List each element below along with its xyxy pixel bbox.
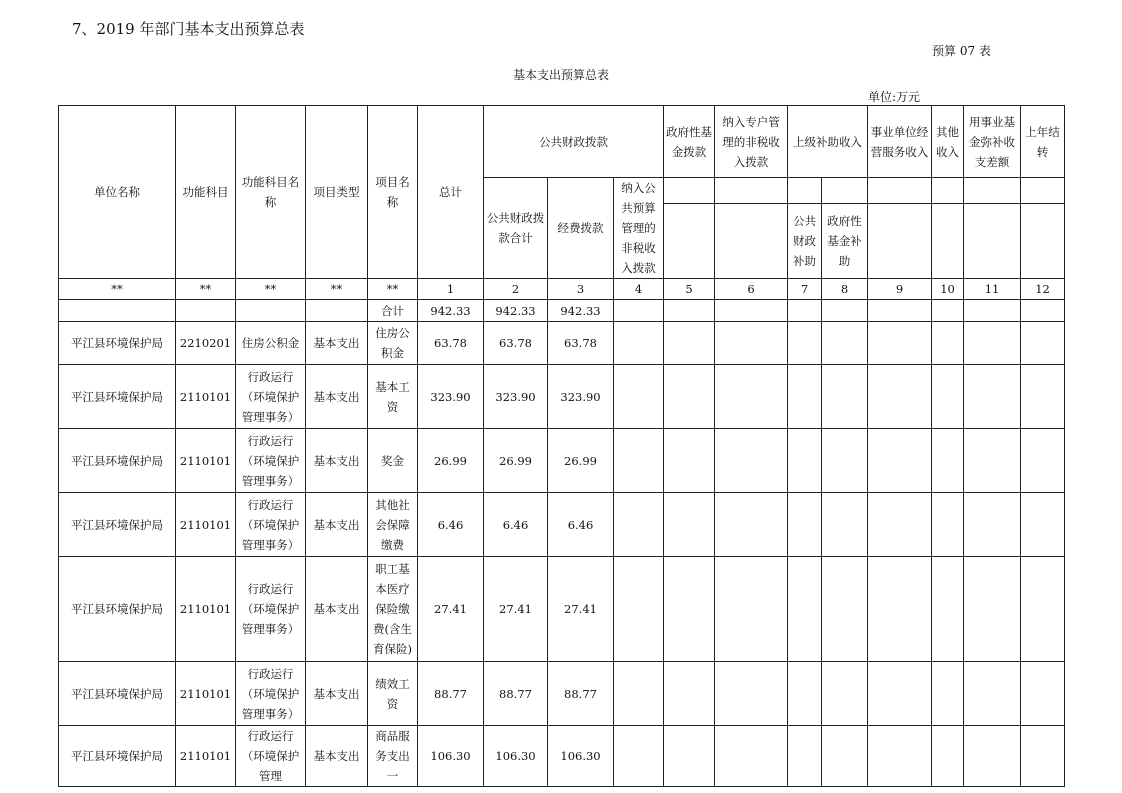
table-cell: 26.99	[548, 429, 614, 493]
table-cell	[932, 429, 964, 493]
header-surplus-makeup: 用事业基金弥补收支差额	[964, 106, 1021, 178]
table-cell	[664, 557, 715, 662]
table-cell: 绩效工资	[368, 662, 418, 726]
table-cell	[664, 365, 715, 429]
table-cell: 323.90	[418, 365, 484, 429]
table-cell	[788, 493, 822, 557]
table-cell: 行政运行（环境保护管理事务）	[236, 493, 306, 557]
table-cell: 商品服务支出一	[368, 726, 418, 787]
table-cell	[964, 322, 1021, 365]
header-empty	[664, 178, 715, 204]
table-cell	[1021, 300, 1065, 322]
table-cell: 行政运行（环境保护管理	[236, 726, 306, 787]
table-cell	[1021, 493, 1065, 557]
table-cell: 2110101	[176, 726, 236, 787]
table-cell: 基本支出	[306, 365, 368, 429]
table-cell	[932, 493, 964, 557]
table-cell: 27.41	[548, 557, 614, 662]
column-index: 9	[868, 279, 932, 300]
table-cell	[664, 300, 715, 322]
column-index: 5	[664, 279, 715, 300]
table-cell	[868, 557, 932, 662]
table-cell: 2110101	[176, 429, 236, 493]
table-cell	[822, 662, 868, 726]
table-cell: 基本支出	[306, 726, 368, 787]
table-cell: 6.46	[548, 493, 614, 557]
header-empty	[932, 178, 964, 204]
table-cell: 基本支出	[306, 557, 368, 662]
table-row	[59, 557, 1065, 662]
table-cell: 2110101	[176, 557, 236, 662]
table-cell	[822, 557, 868, 662]
table-cell	[788, 557, 822, 662]
header-empty	[715, 178, 788, 204]
table-cell	[59, 300, 176, 322]
table-cell	[788, 726, 822, 787]
table-header	[59, 106, 1065, 300]
table-cell	[868, 493, 932, 557]
table-cell	[1021, 429, 1065, 493]
header-empty	[664, 203, 715, 278]
table-cell: 63.78	[484, 322, 548, 365]
table-cell	[664, 322, 715, 365]
table-cell	[822, 300, 868, 322]
header-gov-fund: 政府性基金拨款	[664, 106, 715, 178]
header-empty	[932, 203, 964, 278]
column-index: 7	[788, 279, 822, 300]
column-index: 4	[614, 279, 664, 300]
table-body	[59, 300, 1065, 787]
column-index-row	[59, 279, 1065, 300]
table-cell: 106.30	[484, 726, 548, 787]
table-cell	[664, 662, 715, 726]
table-cell	[788, 365, 822, 429]
table-cell	[788, 429, 822, 493]
table-cell	[822, 493, 868, 557]
table-cell: 平江县环境保护局	[59, 429, 176, 493]
header-total: 总计	[418, 106, 484, 279]
table-cell	[964, 493, 1021, 557]
header-pf-total: 公共财政拨款合计	[484, 178, 548, 279]
header-empty	[788, 178, 822, 204]
table-cell	[868, 300, 932, 322]
table-cell: 基本支出	[306, 662, 368, 726]
table-cell: 平江县环境保护局	[59, 662, 176, 726]
column-index: 12	[1021, 279, 1065, 300]
table-cell	[664, 493, 715, 557]
table-cell: 88.77	[548, 662, 614, 726]
table-cell	[614, 365, 664, 429]
table-cell: 基本支出	[306, 322, 368, 365]
form-number: 预算 07 表	[932, 44, 991, 58]
table-cell: 行政运行（环境保护管理事务）	[236, 429, 306, 493]
column-index: 1	[418, 279, 484, 300]
table-cell	[964, 662, 1021, 726]
table-cell: 平江县环境保护局	[59, 322, 176, 365]
table-row	[59, 322, 1065, 365]
table-cell	[715, 300, 788, 322]
table-cell: 行政运行（环境保护管理事务）	[236, 662, 306, 726]
budget-table	[58, 105, 1065, 787]
table-cell: 职工基本医疗保险缴费(含生育保险)	[368, 557, 418, 662]
header-empty	[822, 178, 868, 204]
header-carryover: 上年结转	[1021, 106, 1065, 178]
table-cell	[715, 726, 788, 787]
table-cell: 88.77	[418, 662, 484, 726]
total-row	[59, 300, 1065, 322]
header-business-income: 事业单位经营服务收入	[868, 106, 932, 178]
column-index: 11	[964, 279, 1021, 300]
header-empty	[964, 178, 1021, 204]
header-unit-name: 单位名称	[59, 106, 176, 279]
header-pf-expense: 经费拨款	[548, 178, 614, 279]
table-cell: 合计	[368, 300, 418, 322]
table-cell: 6.46	[484, 493, 548, 557]
table-cell	[715, 365, 788, 429]
table-row	[59, 365, 1065, 429]
table-cell: 平江县环境保护局	[59, 493, 176, 557]
table-cell: 其他社会保障缴费	[368, 493, 418, 557]
column-index: 10	[932, 279, 964, 300]
table-cell	[868, 322, 932, 365]
column-index: 2	[484, 279, 548, 300]
table-cell	[614, 429, 664, 493]
table-cell: 106.30	[548, 726, 614, 787]
header-empty	[868, 203, 932, 278]
table-cell: 942.33	[418, 300, 484, 322]
header-empty	[964, 203, 1021, 278]
table-cell	[1021, 322, 1065, 365]
document-title: 7、2019 年部门基本支出预算总表	[72, 20, 305, 38]
table-cell	[715, 557, 788, 662]
table-cell: 88.77	[484, 662, 548, 726]
table-cell: 住房公积金	[236, 322, 306, 365]
table-cell: 住房公积金	[368, 322, 418, 365]
header-special-nontax: 纳入专户管理的非税收入拨款	[715, 106, 788, 178]
table-cell	[1021, 726, 1065, 787]
table-cell: 942.33	[548, 300, 614, 322]
table-row	[59, 726, 1065, 787]
table-row	[59, 662, 1065, 726]
table-cell: 942.33	[484, 300, 548, 322]
table-cell: 2110101	[176, 662, 236, 726]
header-project-name: 项目名称	[368, 106, 418, 279]
table-cell	[176, 300, 236, 322]
table-cell: 63.78	[418, 322, 484, 365]
header-empty	[1021, 203, 1065, 278]
table-cell: 27.41	[418, 557, 484, 662]
table-cell	[614, 557, 664, 662]
table-cell	[964, 726, 1021, 787]
table-cell: 基本支出	[306, 493, 368, 557]
table-cell	[964, 429, 1021, 493]
table-cell: 基本支出	[306, 429, 368, 493]
table-cell: 26.99	[484, 429, 548, 493]
table-cell	[1021, 662, 1065, 726]
column-index: **	[59, 279, 176, 300]
table-cell	[788, 300, 822, 322]
table-cell	[868, 662, 932, 726]
table-cell: 2210201	[176, 322, 236, 365]
table-cell	[614, 300, 664, 322]
table-cell: 26.99	[418, 429, 484, 493]
unit-label: 单位:万元	[868, 90, 921, 104]
table-cell	[614, 322, 664, 365]
table-cell	[932, 726, 964, 787]
table-cell	[964, 300, 1021, 322]
table-cell	[614, 662, 664, 726]
table-cell	[1021, 365, 1065, 429]
table-cell	[306, 300, 368, 322]
table-row	[59, 429, 1065, 493]
column-index: **	[368, 279, 418, 300]
table-cell: 行政运行（环境保护管理事务）	[236, 365, 306, 429]
table-cell	[614, 493, 664, 557]
table-cell	[868, 429, 932, 493]
table-cell: 106.30	[418, 726, 484, 787]
table-cell	[788, 322, 822, 365]
table-cell	[932, 300, 964, 322]
table-cell	[822, 322, 868, 365]
table-cell: 2110101	[176, 493, 236, 557]
table-cell: 63.78	[548, 322, 614, 365]
column-index: **	[236, 279, 306, 300]
header-empty	[715, 203, 788, 278]
header-pf-budget-nontax: 纳入公共预算管理的非税收入拨款	[614, 178, 664, 279]
column-index: **	[176, 279, 236, 300]
table-cell	[932, 662, 964, 726]
table-cell	[932, 322, 964, 365]
column-index: 3	[548, 279, 614, 300]
table-cell: 行政运行（环境保护管理事务）	[236, 557, 306, 662]
header-project-type: 项目类型	[306, 106, 368, 279]
column-index: 8	[822, 279, 868, 300]
header-func-name: 功能科目名称	[236, 106, 306, 279]
header-public-fiscal: 公共财政拨款	[484, 106, 664, 178]
table-cell	[715, 322, 788, 365]
table-cell	[868, 365, 932, 429]
header-func-code: 功能科目	[176, 106, 236, 279]
table-cell	[614, 726, 664, 787]
header-empty	[1021, 178, 1065, 204]
table-cell	[715, 662, 788, 726]
header-other-income: 其他收入	[932, 106, 964, 178]
table-cell	[1021, 557, 1065, 662]
table-cell	[236, 300, 306, 322]
table-cell	[964, 557, 1021, 662]
table-cell	[788, 662, 822, 726]
table-title: 基本支出预算总表	[512, 68, 609, 82]
table-cell	[664, 726, 715, 787]
table-cell	[822, 365, 868, 429]
table-cell: 平江县环境保护局	[59, 365, 176, 429]
table-cell: 323.90	[484, 365, 548, 429]
table-cell	[715, 493, 788, 557]
header-superior-subsidy: 上级补助收入	[788, 106, 868, 178]
table-cell	[715, 429, 788, 493]
column-index: **	[306, 279, 368, 300]
table-cell	[664, 429, 715, 493]
table-row	[59, 493, 1065, 557]
table-cell: 27.41	[484, 557, 548, 662]
table-cell	[932, 557, 964, 662]
table-cell	[932, 365, 964, 429]
header-sub-public: 公共财政补助	[788, 203, 822, 278]
table-cell: 基本工资	[368, 365, 418, 429]
table-cell: 323.90	[548, 365, 614, 429]
table-cell	[822, 726, 868, 787]
table-cell	[964, 365, 1021, 429]
header-sub-gov-fund: 政府性基金补助	[822, 203, 868, 278]
table-cell: 奖金	[368, 429, 418, 493]
table-cell: 平江县环境保护局	[59, 726, 176, 787]
column-index: 6	[715, 279, 788, 300]
table-cell: 平江县环境保护局	[59, 557, 176, 662]
table-cell	[822, 429, 868, 493]
table-cell	[868, 726, 932, 787]
table-cell: 6.46	[418, 493, 484, 557]
header-empty	[868, 178, 932, 204]
table-cell: 2110101	[176, 365, 236, 429]
